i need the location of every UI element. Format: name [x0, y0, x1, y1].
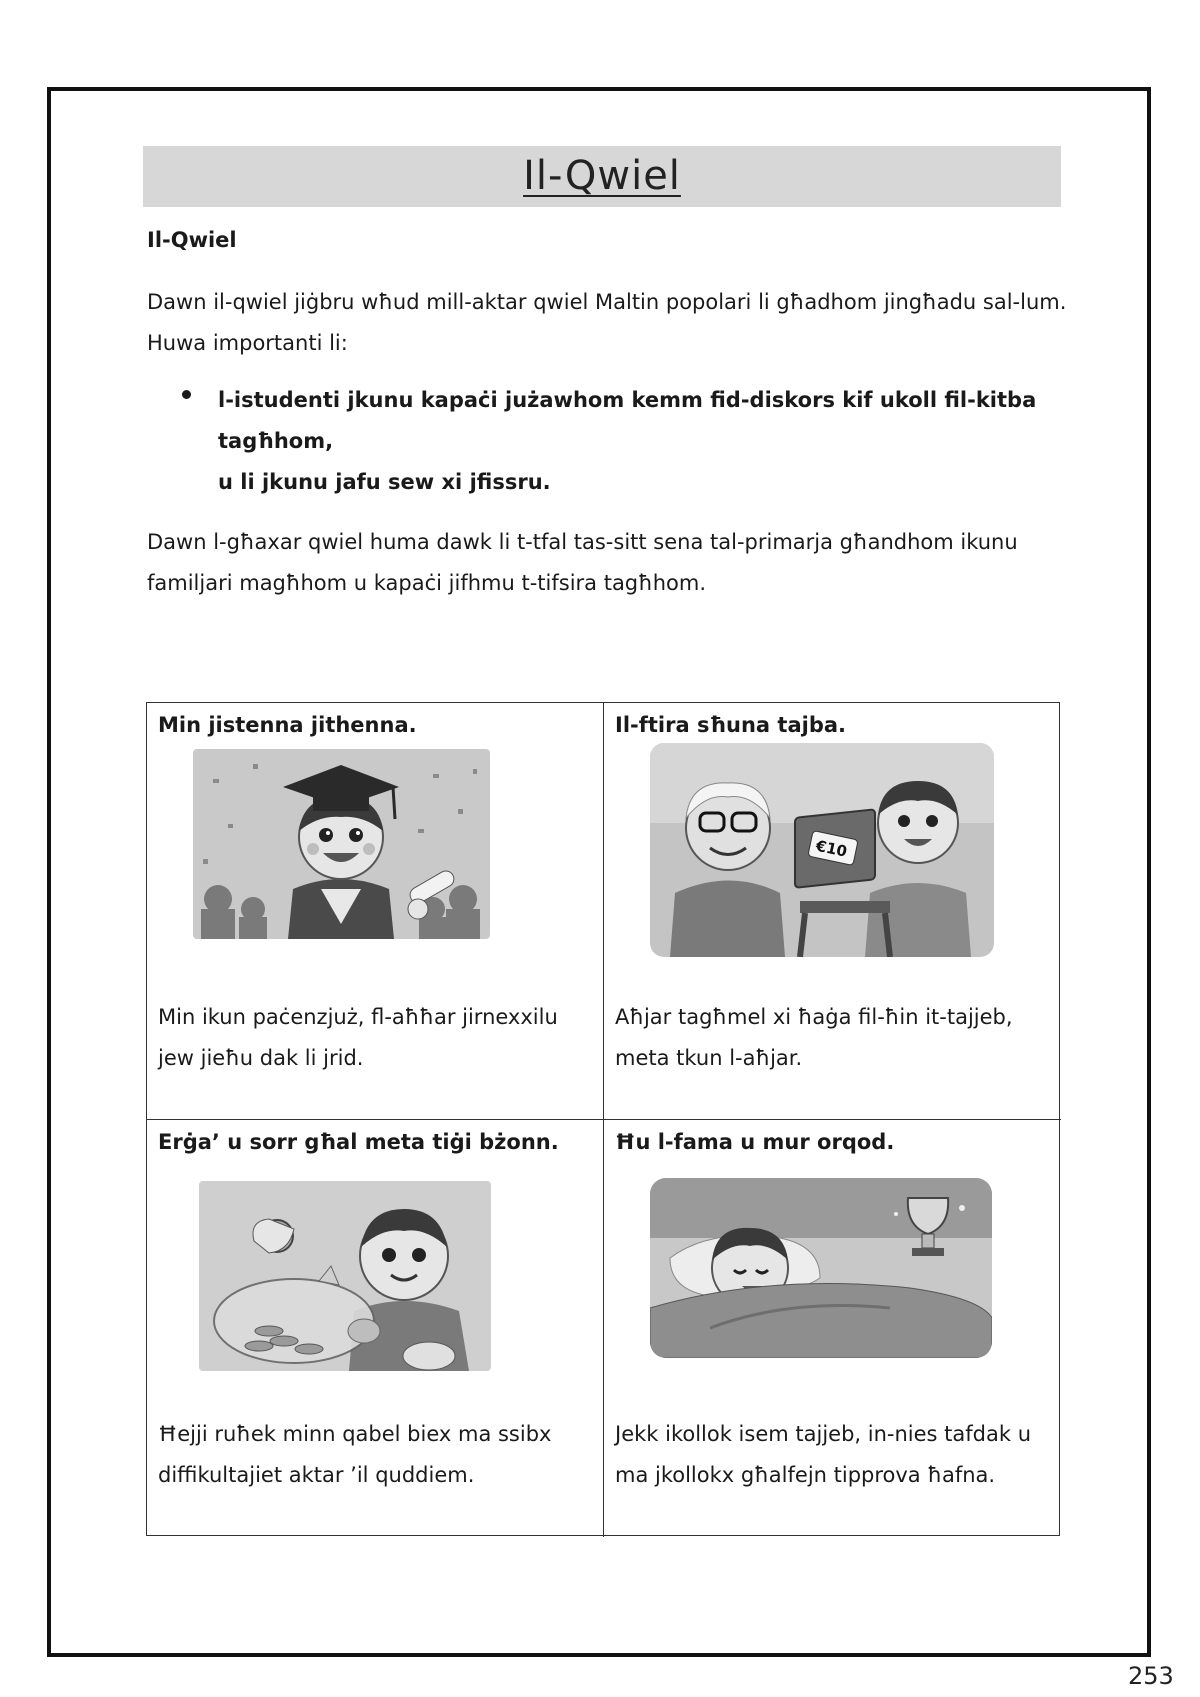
- bullet-line: l-istudenti jkunu kapaċi jużawhom kemm fid-diskors kif ukoll fil-kitba tagħhom,: [218, 388, 1037, 453]
- chair-sale-illustration: [650, 743, 994, 957]
- proverb-explanation: Ħejji ruħek minn qabel biex ma ssibx diffikultajiet aktar ’il quddiem.: [158, 1422, 552, 1487]
- proverb-explanation: Min ikun paċenzjuż, fl-aħħar jirnexxilu jew jieħu dak li jrid.: [158, 1005, 558, 1070]
- page-title: Il-Qwiel: [523, 153, 681, 199]
- proverb-title: Erġa’ u sorr għal meta tiġi bżonn.: [158, 1130, 559, 1154]
- title-banner: [143, 146, 1061, 207]
- proverb-explanation: Jekk ikollok isem tajjeb, in-nies tafdak u ma jkollokx għalfejn tipprova ħafna.: [615, 1422, 1032, 1487]
- graduation-illustration: [193, 749, 490, 939]
- sleeping-boy-trophy-illustration: [650, 1178, 992, 1358]
- proverb-cell: [147, 1120, 604, 1537]
- page-number: 253: [1128, 1662, 1174, 1690]
- bullet-line: u li jkunu jafu sew xi jfissru.: [218, 470, 551, 494]
- proverb-table: [146, 702, 1060, 1536]
- proverb-explanation: Aħjar tagħmel xi ħaġa fil-ħin it-tajjeb, meta tkun l-aħjar.: [615, 1005, 1013, 1070]
- proverb-cell: [604, 1120, 1061, 1537]
- proverb-title: Il-ftira sħuna tajba.: [615, 713, 846, 737]
- bullet-item: [218, 380, 1058, 503]
- price-tag: €10: [814, 836, 849, 861]
- intro-paragraph: Dawn il-qwiel jiġbru wħud mill-aktar qwiel Maltin popolari li għadhom jingħadu sal-lum. Huwa importanti li:: [147, 290, 1067, 355]
- section-heading: Il-Qwiel: [147, 228, 237, 252]
- proverb-cell: [604, 703, 1061, 1120]
- proverb-title: Min jistenna jithenna.: [158, 713, 417, 737]
- proverb-cell: [147, 703, 604, 1120]
- bullet-icon: [182, 390, 191, 399]
- piggy-bank-illustration: [199, 1181, 491, 1371]
- second-paragraph: Dawn l-għaxar qwiel huma dawk li t-tfal tas-sitt sena tal-primarja għandhom ikunu familjari magħhom u kapaċi jifhmu t-tifsira tagħhom.: [147, 530, 1018, 595]
- proverb-title: Ħu l-fama u mur orqod.: [615, 1130, 895, 1154]
